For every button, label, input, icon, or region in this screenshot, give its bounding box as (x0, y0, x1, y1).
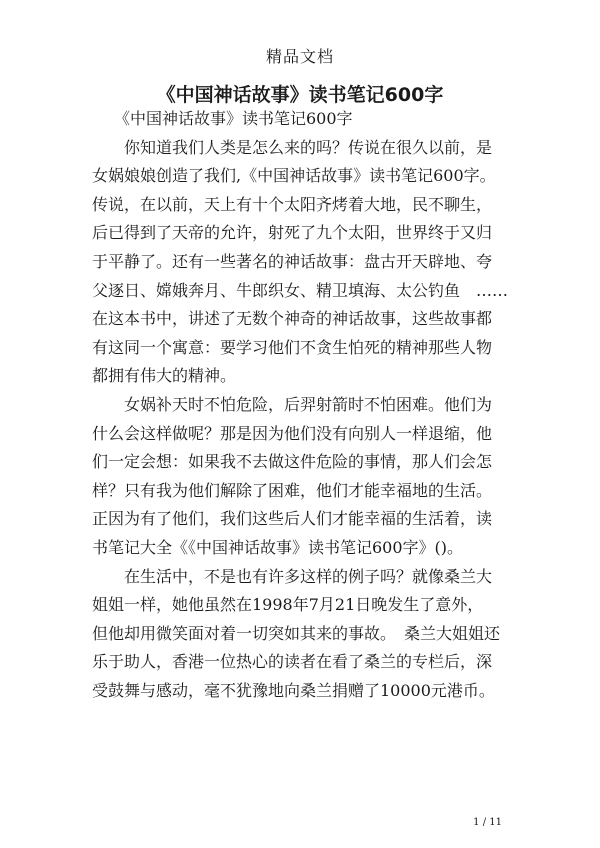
text-line: 父逐日、嫦娥奔月、牛郎织女、精卫填海、太公钓鱼 …… (92, 280, 509, 300)
text-line: 乐于助人，香港一位热心的读者在看了桑兰的专栏后，深 (92, 652, 493, 672)
text-line: 都拥有伟大的精神。 (92, 366, 237, 386)
page-number: 1 / 11 (473, 817, 502, 828)
text-line: 有这同一个寓意：要学习他们不贪生怕死的精神那些人物 (92, 337, 493, 357)
text-line: 传说，在以前，天上有十个太阳齐烤着大地，民不聊生， (92, 194, 493, 214)
text-line: 什么会这样做呢？那是因为他们没有向别人一样退缩，他 (92, 423, 493, 443)
text-line: 你知道我们人类是怎么来的吗？传说在很久以前，是 (124, 137, 493, 157)
text-line: 正因为有了他们，我们这些后人们才能幸福的生活着，读 (92, 509, 493, 529)
text-line: 书笔记大全《《中国神话故事》读书笔记600字》()。 (92, 537, 464, 557)
text-line: 于平静了。还有一些著名的神话故事：盘古开天辟地、夸 (92, 251, 493, 271)
text-line: 在这本书中，讲述了无数个神奇的神话故事，这些故事都 (92, 309, 493, 329)
text-line: 后已得到了天帝的允许，射死了九个太阳，世界终于又归 (92, 223, 493, 243)
text-line: 样？只有我为他们解除了困难，他们才能幸福地的生活。 (92, 480, 493, 500)
page-header: 精品文档 (265, 47, 334, 66)
text-line: 女娲娘娘创造了我们,《中国神话故事》读书笔记600字。 (92, 166, 496, 186)
document-body (92, 105, 508, 705)
text-line: 在生活中，不是也有许多这样的例子吗？就像桑兰大 (124, 566, 493, 586)
document-subtitle: 《中国神话故事》读书笔记600字 (114, 109, 353, 128)
text-line: 们一定会想：如果我不去做这件危险的事情，那人们会怎 (92, 452, 493, 472)
document-title: 《中国神话故事》读书笔记600字 (156, 84, 444, 106)
text-line: 女娲补天时不怕危险，后羿射箭时不怕困难。他们为 (124, 394, 493, 414)
text-line: 受鼓舞与感动，毫不犹豫地向桑兰捐赠了10000元港币。 (92, 680, 495, 700)
text-line: 姐姐一样，她他虽然在1998年7月21日晚发生了意外， (92, 595, 484, 615)
text-line: 但他却用微笑面对着一切突如其来的事故。 桑兰大姐姐还 (92, 623, 501, 643)
